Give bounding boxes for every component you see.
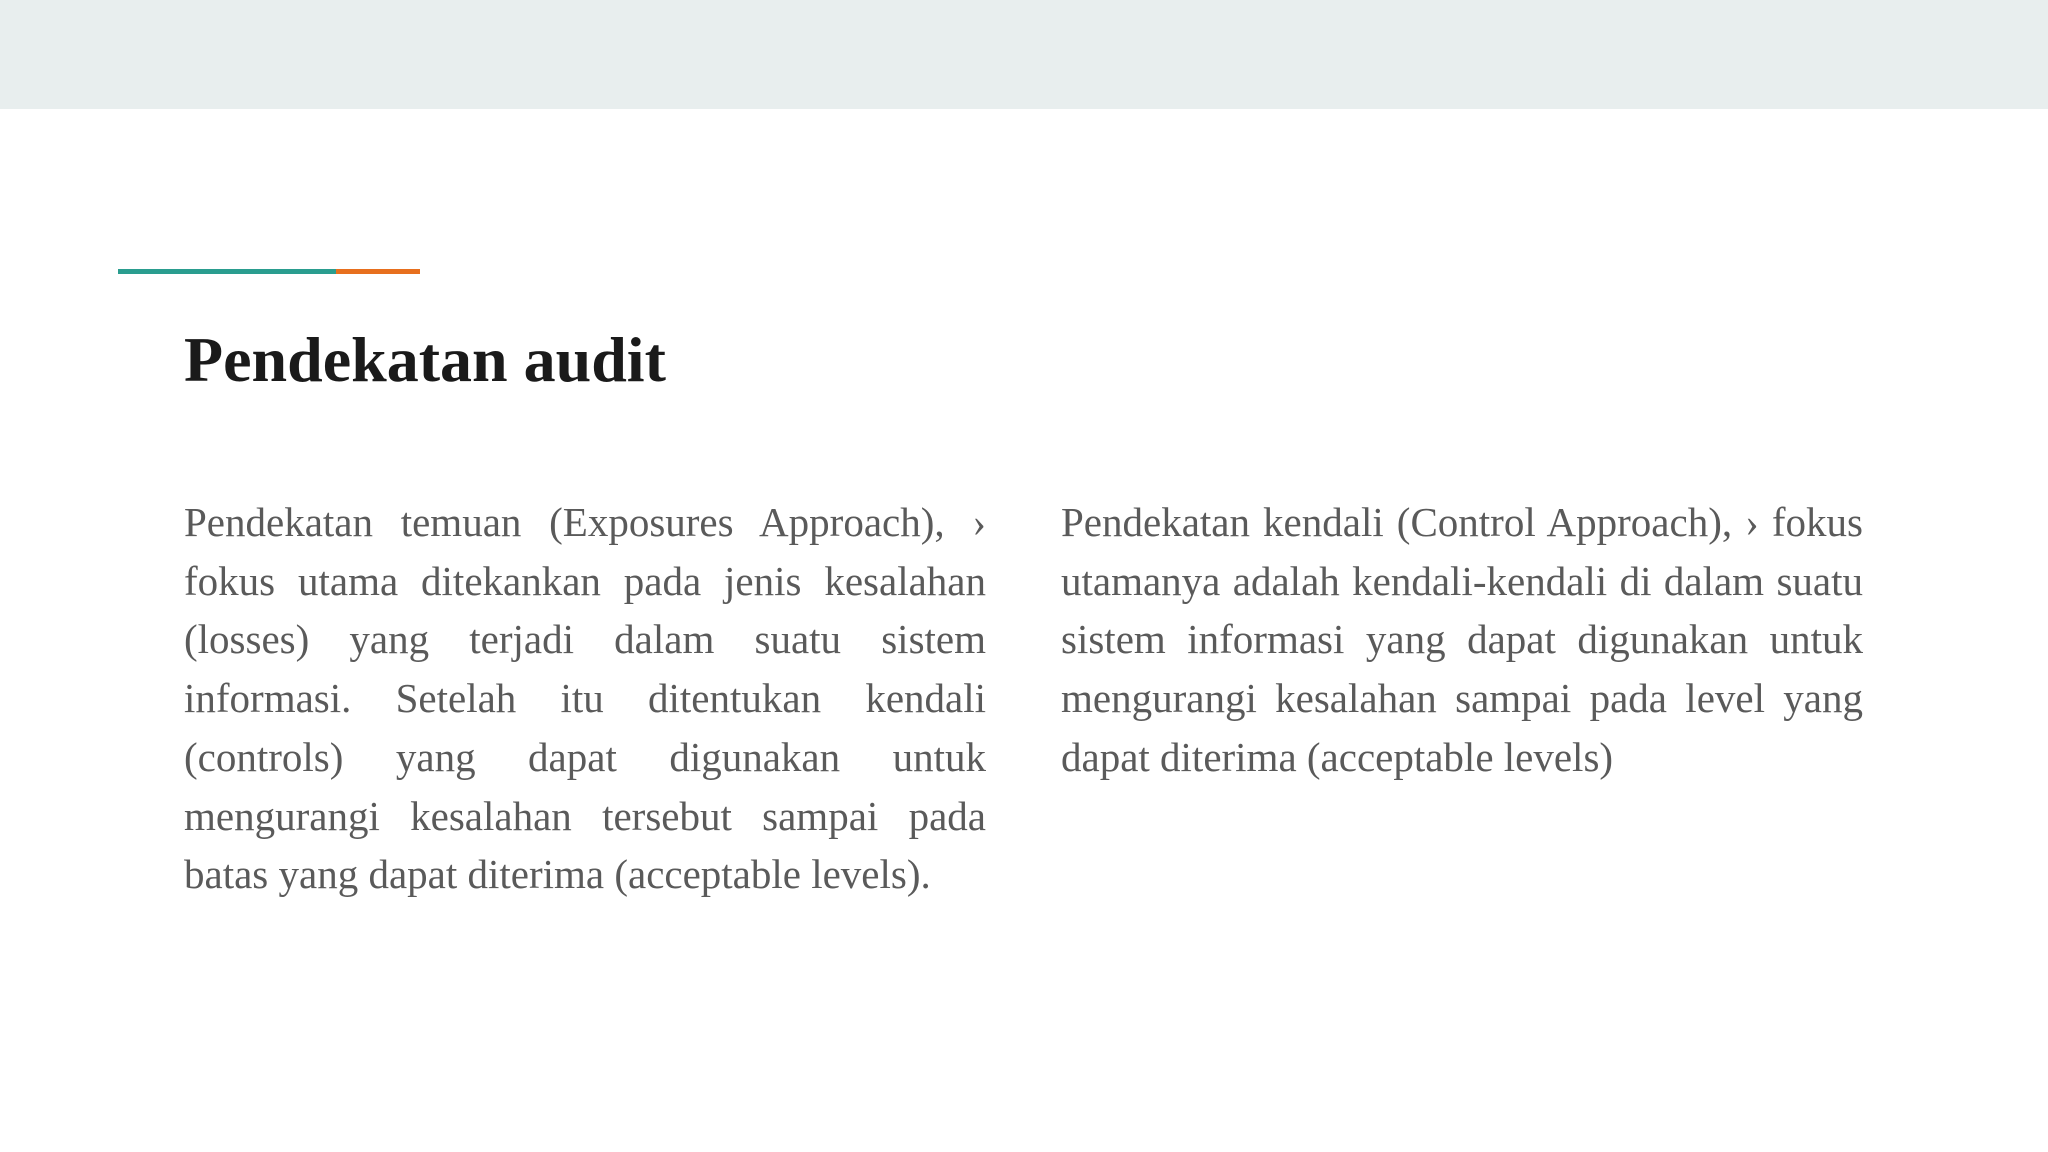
accent-line-orange bbox=[336, 269, 420, 274]
slide-title: Pendekatan audit bbox=[184, 324, 666, 395]
top-band bbox=[0, 0, 2048, 109]
left-column-text: Pendekatan temuan (Exposures Approach), › fokus utama ditekankan pada jenis kesalahan (losses) yang terjadi dalam suatu sistem informasi. Setelah itu ditentukan kendali (controls) yang dapat digunakan untuk mengurangi kesalahan tersebut sampai pada batas yang dapat diterima (acceptable levels). bbox=[184, 499, 986, 898]
right-column-text: Pendekatan kendali (Control Approach), › fokus utamanya adalah kendali-kendali di dalam suatu sistem informasi yang dapat digunakan untuk mengurangi kesalahan sampai pada level yang dapat diterima (acceptable levels) bbox=[1061, 499, 1863, 780]
accent-line-teal bbox=[118, 269, 336, 274]
accent-line bbox=[118, 269, 420, 274]
